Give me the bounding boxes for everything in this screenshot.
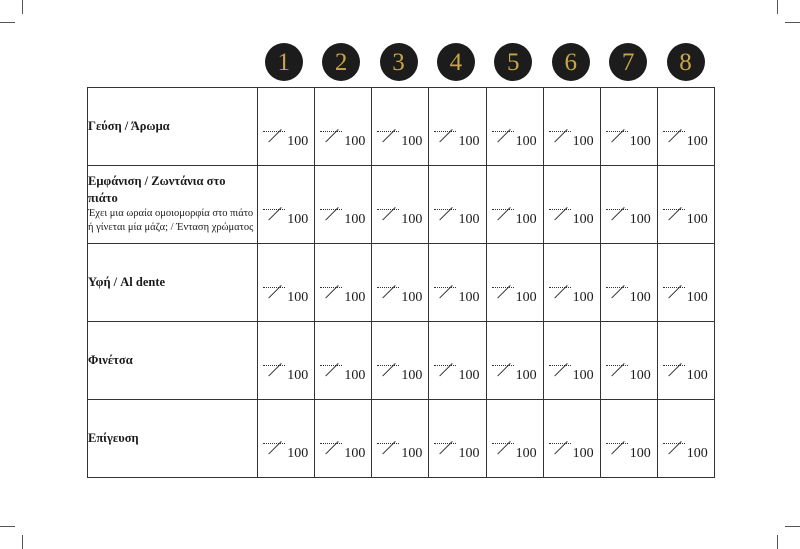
score-dotted-line <box>434 365 456 366</box>
score-max: 100 <box>629 446 651 461</box>
score-blank <box>434 441 484 463</box>
score-dotted-line <box>549 287 571 288</box>
score-field[interactable] <box>258 88 315 166</box>
score-blank <box>492 441 542 463</box>
score-blank <box>263 207 313 229</box>
scoring-table <box>87 87 715 478</box>
criterion-note: Έχει μια ωραία ομοιομορφία στο πιάτο ή γίνεται μία μάζα; / Ένταση χρώματος <box>88 208 254 234</box>
score-dotted-line <box>320 209 342 210</box>
score-blank <box>549 207 599 229</box>
score-blank <box>492 363 542 385</box>
score-max: 100 <box>686 212 708 227</box>
score-blank <box>320 441 370 463</box>
score-blank <box>663 285 713 307</box>
score-dotted-line <box>320 131 342 132</box>
score-blank <box>663 129 713 151</box>
score-blank <box>606 285 656 307</box>
score-max: 100 <box>515 134 537 149</box>
score-max: 100 <box>344 368 366 383</box>
score-max: 100 <box>458 290 480 305</box>
score-dotted-line <box>606 131 628 132</box>
criterion-cell <box>88 88 258 166</box>
score-dotted-line <box>434 209 456 210</box>
score-field[interactable] <box>372 400 429 478</box>
score-blank <box>263 441 313 463</box>
judge-number-badge: 1 <box>265 43 303 81</box>
score-field[interactable] <box>486 322 543 400</box>
score-max: 100 <box>686 290 708 305</box>
score-field[interactable] <box>600 322 657 400</box>
score-blank <box>549 441 599 463</box>
criterion-cell <box>88 400 258 478</box>
score-max: 100 <box>629 368 651 383</box>
score-field[interactable] <box>657 400 714 478</box>
score-blank <box>320 285 370 307</box>
score-dotted-line <box>263 365 285 366</box>
score-dotted-line <box>377 209 399 210</box>
score-max: 100 <box>458 446 480 461</box>
score-dotted-line <box>663 365 685 366</box>
score-dotted-line <box>263 131 285 132</box>
crop-mark-bottom-left-v <box>22 535 23 549</box>
score-dotted-line <box>549 365 571 366</box>
score-dotted-line <box>377 131 399 132</box>
score-max: 100 <box>287 212 309 227</box>
score-blank <box>549 129 599 151</box>
score-dotted-line <box>492 443 514 444</box>
score-blank <box>663 207 713 229</box>
crop-mark-bottom-left-h <box>0 526 15 527</box>
score-dotted-line <box>263 287 285 288</box>
score-field[interactable] <box>315 322 372 400</box>
score-max: 100 <box>515 446 537 461</box>
score-max: 100 <box>287 290 309 305</box>
judge-number-badge: 2 <box>322 43 360 81</box>
score-blank <box>492 129 542 151</box>
criterion-row <box>88 244 715 322</box>
score-field[interactable] <box>258 166 315 244</box>
score-dotted-line <box>549 443 571 444</box>
score-max: 100 <box>401 134 423 149</box>
score-max: 100 <box>458 134 480 149</box>
score-dotted-line <box>549 209 571 210</box>
score-max: 100 <box>629 212 651 227</box>
score-blank <box>434 285 484 307</box>
score-blank <box>492 207 542 229</box>
score-blank <box>377 129 427 151</box>
criterion-title: Επίγευση <box>88 431 139 446</box>
score-blank <box>663 441 713 463</box>
criterion-row <box>88 88 715 166</box>
score-dotted-line <box>492 287 514 288</box>
criterion-cell <box>88 322 258 400</box>
crop-mark-top-right-v <box>777 0 778 14</box>
score-dotted-line <box>434 287 456 288</box>
judge-number-badge: 5 <box>494 43 532 81</box>
score-dotted-line <box>663 443 685 444</box>
crop-mark-bottom-right-v <box>777 535 778 549</box>
score-dotted-line <box>320 287 342 288</box>
score-dotted-line <box>320 443 342 444</box>
score-blank <box>549 285 599 307</box>
judge-badges <box>255 43 714 83</box>
score-field[interactable] <box>600 400 657 478</box>
score-field[interactable] <box>600 166 657 244</box>
score-dotted-line <box>663 209 685 210</box>
score-field[interactable] <box>315 166 372 244</box>
score-field[interactable] <box>315 244 372 322</box>
score-blank <box>606 441 656 463</box>
crop-mark-top-left-v <box>22 0 23 14</box>
score-max: 100 <box>686 368 708 383</box>
score-dotted-line <box>663 131 685 132</box>
score-field[interactable] <box>372 322 429 400</box>
score-blank <box>606 363 656 385</box>
score-field[interactable] <box>657 88 714 166</box>
score-blank <box>492 285 542 307</box>
score-field[interactable] <box>486 244 543 322</box>
criterion-title: Εμφάνιση / Ζωντάνια στο πιάτο <box>88 174 226 206</box>
score-max: 100 <box>572 446 594 461</box>
score-max: 100 <box>344 446 366 461</box>
score-blank <box>320 129 370 151</box>
score-field[interactable] <box>657 244 714 322</box>
score-dotted-line <box>263 209 285 210</box>
score-field[interactable] <box>486 88 543 166</box>
score-blank <box>606 129 656 151</box>
score-field[interactable] <box>372 88 429 166</box>
score-dotted-line <box>377 287 399 288</box>
score-field[interactable] <box>258 400 315 478</box>
criterion-title: Γεύση / Άρωμα <box>88 119 170 134</box>
score-max: 100 <box>686 446 708 461</box>
score-field[interactable] <box>315 400 372 478</box>
score-dotted-line <box>606 443 628 444</box>
judge-number-badge: 7 <box>609 43 647 81</box>
score-field[interactable] <box>657 322 714 400</box>
score-dotted-line <box>434 443 456 444</box>
criterion-title: Φινέτσα <box>88 353 133 368</box>
score-dotted-line <box>549 131 571 132</box>
score-max: 100 <box>515 290 537 305</box>
score-field[interactable] <box>429 166 486 244</box>
score-blank <box>377 441 427 463</box>
score-max: 100 <box>287 368 309 383</box>
score-field[interactable] <box>258 322 315 400</box>
criterion-cell <box>88 166 258 244</box>
score-blank <box>320 363 370 385</box>
score-blank <box>263 285 313 307</box>
score-dotted-line <box>320 365 342 366</box>
score-max: 100 <box>629 134 651 149</box>
score-dotted-line <box>663 287 685 288</box>
judge-number-badge: 4 <box>437 43 475 81</box>
score-max: 100 <box>287 134 309 149</box>
score-max: 100 <box>515 212 537 227</box>
score-blank <box>263 129 313 151</box>
judge-number-badge: 3 <box>380 43 418 81</box>
score-field[interactable] <box>372 166 429 244</box>
score-field[interactable] <box>372 244 429 322</box>
score-max: 100 <box>572 290 594 305</box>
score-field[interactable] <box>258 244 315 322</box>
score-dotted-line <box>434 131 456 132</box>
score-field[interactable] <box>543 166 600 244</box>
score-max: 100 <box>401 446 423 461</box>
score-field[interactable] <box>600 88 657 166</box>
score-field[interactable] <box>315 88 372 166</box>
judge-number-badge: 6 <box>552 43 590 81</box>
score-dotted-line <box>492 209 514 210</box>
score-field[interactable] <box>600 244 657 322</box>
criterion-title: Υφή / Al dente <box>88 275 166 290</box>
score-field[interactable] <box>543 88 600 166</box>
criterion-row <box>88 400 715 478</box>
score-max: 100 <box>344 134 366 149</box>
score-dotted-line <box>377 365 399 366</box>
score-field[interactable] <box>657 166 714 244</box>
score-dotted-line <box>492 131 514 132</box>
score-blank <box>434 129 484 151</box>
crop-mark-bottom-right-h <box>785 526 800 527</box>
score-max: 100 <box>344 212 366 227</box>
score-max: 100 <box>344 290 366 305</box>
score-max: 100 <box>686 134 708 149</box>
score-field[interactable] <box>486 166 543 244</box>
score-blank <box>549 363 599 385</box>
score-field[interactable] <box>429 88 486 166</box>
score-dotted-line <box>377 443 399 444</box>
criterion-row <box>88 166 715 244</box>
score-max: 100 <box>401 212 423 227</box>
score-max: 100 <box>287 446 309 461</box>
score-max: 100 <box>458 368 480 383</box>
score-field[interactable] <box>429 400 486 478</box>
score-dotted-line <box>263 443 285 444</box>
score-field[interactable] <box>543 322 600 400</box>
score-dotted-line <box>606 209 628 210</box>
score-field[interactable] <box>429 322 486 400</box>
score-max: 100 <box>401 368 423 383</box>
score-blank <box>377 363 427 385</box>
score-dotted-line <box>606 287 628 288</box>
score-max: 100 <box>401 290 423 305</box>
score-blank <box>377 285 427 307</box>
score-field[interactable] <box>543 400 600 478</box>
score-max: 100 <box>515 368 537 383</box>
crop-mark-top-left-h <box>0 22 15 23</box>
judge-number-badge: 8 <box>667 43 705 81</box>
crop-mark-top-right-h <box>785 22 800 23</box>
criterion-row <box>88 322 715 400</box>
score-blank <box>320 207 370 229</box>
criterion-cell <box>88 244 258 322</box>
score-blank <box>663 363 713 385</box>
score-dotted-line <box>606 365 628 366</box>
score-max: 100 <box>572 134 594 149</box>
score-max: 100 <box>629 290 651 305</box>
score-dotted-line <box>492 365 514 366</box>
score-max: 100 <box>572 368 594 383</box>
score-blank <box>434 207 484 229</box>
score-blank <box>606 207 656 229</box>
score-field[interactable] <box>486 400 543 478</box>
score-max: 100 <box>572 212 594 227</box>
score-blank <box>434 363 484 385</box>
score-field[interactable] <box>543 244 600 322</box>
score-max: 100 <box>458 212 480 227</box>
score-blank <box>263 363 313 385</box>
score-blank <box>377 207 427 229</box>
score-field[interactable] <box>429 244 486 322</box>
